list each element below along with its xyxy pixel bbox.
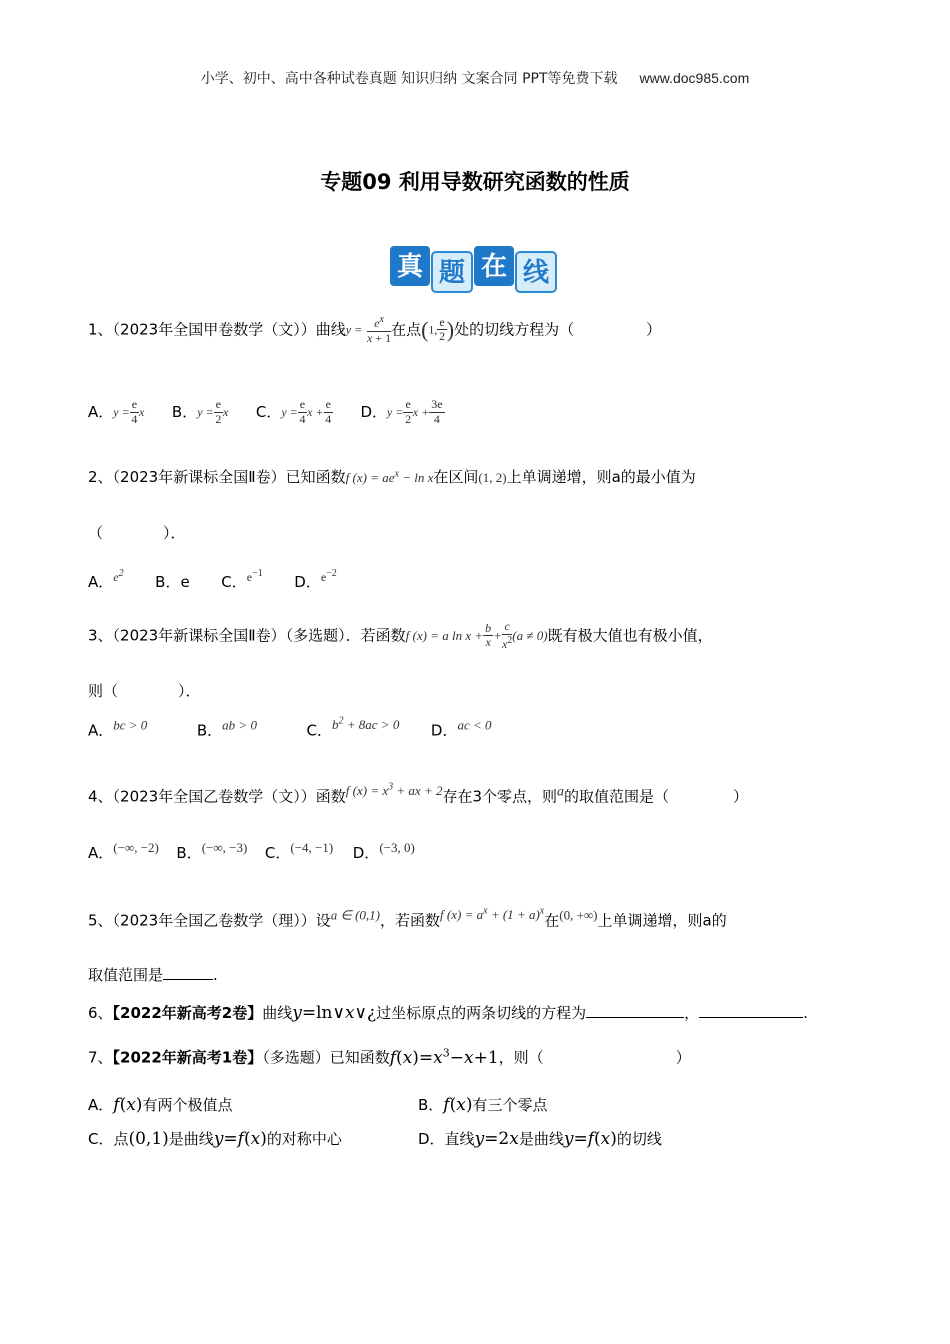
logo-char-2: 题 [438, 258, 466, 288]
q1-option-c[interactable]: C． [255, 402, 282, 421]
question-2: 2、（2023年新课标全国Ⅱ卷）已知函数f $(x) = ae^x - \ln x$在区间(1, 2)上单调递增，则a的最小值为 [88, 468, 696, 486]
q7-option-d[interactable]: D．直线y=2x是曲线y=f(x)的切线 [418, 1129, 662, 1149]
answer-blank-1[interactable] [586, 1003, 684, 1018]
question-3-options: A．bc > 0 B．ab > 0 C．$b^2 + 8ac > 0$ D．ac < 0 [88, 716, 492, 740]
answer-blank[interactable] [163, 965, 213, 980]
question-1: 1、（2023年全国甲卷数学（文））曲线y = $\frac{e^x}{x + 1}$ 在点(1, $\frac{e}{2}$ )处的切线方程为（ ） [88, 314, 662, 345]
q2-option-b[interactable]: B．e [155, 573, 190, 591]
q4-option-c[interactable]: C． [264, 844, 291, 862]
q3-option-d[interactable]: D． [430, 721, 458, 740]
logo-char-4: 线 [522, 258, 550, 288]
q7-option-b[interactable]: B．f(x)有三个零点 [418, 1095, 548, 1115]
q7-option-a[interactable]: A．f(x)有两个极值点 [88, 1095, 233, 1115]
question-1-options: A．y = $\frac{e}{4}$ x B．y = $\frac{e}{2}$ x C．y = $\frac{e}{4}$ x + $\frac{e}{4}$ D．y = $\frac{e}{2}$ x + $\frac{3e}{4}$ [88, 397, 443, 426]
header-site-link[interactable]: www.doc985.com [639, 70, 750, 86]
page-title: 专题09 利用导数研究函数的性质 [320, 170, 630, 194]
question-2-options: A．$^{e^2}$ B．e C．$^{e^{-1}}$ D．$^{e^{-2}}$ [88, 568, 337, 591]
q4-option-b[interactable]: B． [176, 844, 202, 862]
zhenti-zaixian-logo [388, 242, 562, 294]
page-header [0, 68, 950, 88]
question-3-then: 则（ ）． [88, 682, 201, 700]
q2-option-a[interactable]: A． [88, 573, 114, 591]
logo-char-3: 在 [480, 252, 508, 282]
q4-option-a[interactable]: A． [88, 844, 114, 862]
question-4: 4、（2023年全国乙卷数学（文））函数f $(x) = x^3$ + ax + 2存在3个零点，则a的取值范围是（ ） [88, 782, 749, 806]
question-6: 6、【2022年新高考2卷】曲线y=ln∨x∨¿过坐标原点的两条切线的方程为 ， . [88, 1003, 808, 1023]
header-text: 小学、初中、高中各种试卷真题 知识归纳 文案合同 PPT等免费下载 [200, 71, 618, 87]
question-2-paren: （ ）． [88, 524, 186, 542]
q1-option-d[interactable]: D． [360, 402, 388, 421]
q2-option-d[interactable]: D． [294, 573, 321, 591]
question-5-cont: 取值范围是 . [88, 966, 218, 984]
q4-option-d[interactable]: D． [352, 844, 380, 862]
question-7: 7、【2022年新高考1卷】（多选题）已知函数$f(x)=x^3-x+1$，则（ ） [88, 1046, 691, 1068]
q1-option-a[interactable]: A． [88, 402, 114, 421]
q7-option-c[interactable]: C．点(0,1)是曲线y=f(x)的对称中心 [88, 1129, 342, 1149]
q3-option-c[interactable]: C． [306, 721, 332, 740]
logo-char-1: 真 [396, 252, 424, 282]
question-5: 5、（2023年全国乙卷数学（理））设a ∈ (0,1)，若函数f $(x) = a^x + (1 + a)^x$在(0, +∞)上单调递增，则a的 [88, 906, 727, 930]
question-4-options: A．(−∞, −2) B．(−∞, −3) C．(−4, −1) D．(−3, 0) [88, 840, 415, 862]
q3-option-a[interactable]: A． [88, 721, 114, 740]
answer-blank-2[interactable] [699, 1003, 803, 1018]
question-3: 3、（2023年新课标全国Ⅱ卷）（多选题）．若函数f (x) = a ln x + $\frac{b}{x}$ + $\frac{c}{x^2}$ (a ≠ 0)既有极大值也有极小值， [88, 619, 713, 651]
q1-option-b[interactable]: B． [171, 402, 198, 421]
q2-option-c[interactable]: C． [221, 573, 247, 591]
q3-option-b[interactable]: B． [196, 721, 223, 740]
